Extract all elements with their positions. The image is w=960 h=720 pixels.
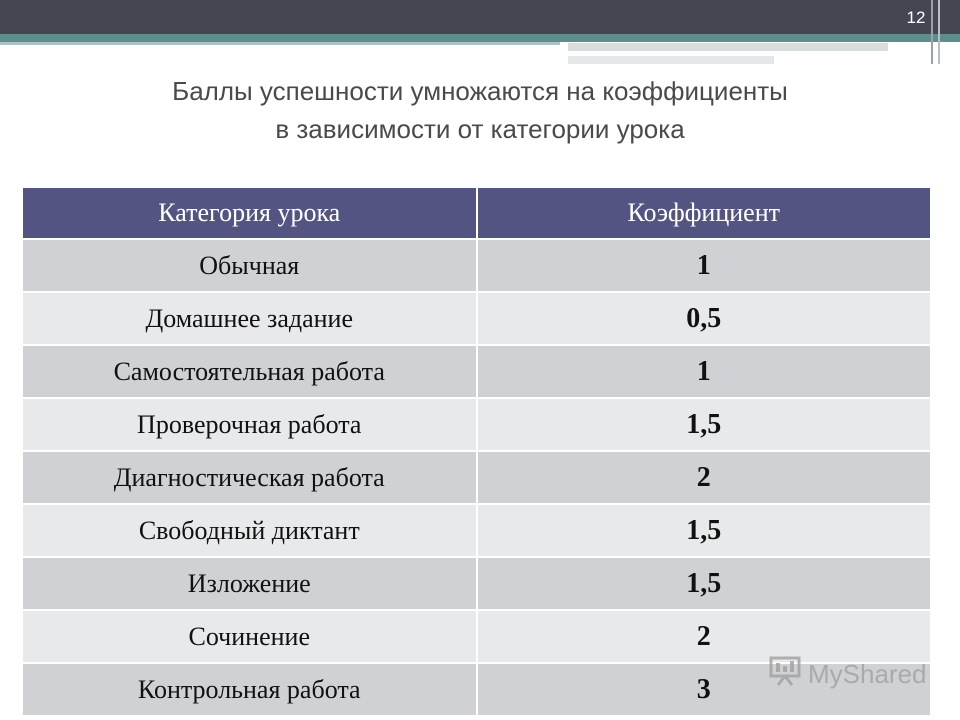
decorative-gray-bar bbox=[568, 43, 888, 51]
table-row bbox=[23, 451, 930, 504]
table-row bbox=[23, 292, 930, 345]
category-cell: Домашнее задание bbox=[23, 292, 477, 345]
column-header-coefficient: Коэффициент bbox=[477, 188, 931, 239]
table-header-row bbox=[23, 188, 930, 239]
table-row bbox=[23, 239, 930, 292]
coefficient-cell: 2 bbox=[477, 451, 931, 504]
coefficient-cell: 3 bbox=[477, 663, 931, 715]
slide-title-line-2: в зависимости от категории урока bbox=[275, 114, 685, 144]
table-row bbox=[23, 504, 930, 557]
coefficient-table bbox=[23, 188, 930, 715]
category-cell: Сочинение bbox=[23, 610, 477, 663]
coefficient-cell: 1,5 bbox=[477, 398, 931, 451]
watermark-text: MyShared bbox=[808, 658, 927, 689]
table-row bbox=[23, 345, 930, 398]
coefficient-cell: 2 bbox=[477, 610, 931, 663]
coefficient-cell: 1 bbox=[477, 239, 931, 292]
slide-title-line-1: Баллы успешности умножаются на коэффициенты bbox=[172, 76, 788, 106]
category-cell: Самостоятельная работа bbox=[23, 345, 477, 398]
category-cell: Проверочная работа bbox=[23, 398, 477, 451]
decorative-vertical-line-2 bbox=[938, 0, 940, 64]
category-cell: Свободный диктант bbox=[23, 504, 477, 557]
top-bar bbox=[0, 0, 960, 34]
slide-title bbox=[40, 72, 920, 148]
category-cell: Диагностическая работа bbox=[23, 451, 477, 504]
coefficient-cell: 0,5 bbox=[477, 292, 931, 345]
category-cell: Изложение bbox=[23, 557, 477, 610]
presentation-board-icon bbox=[768, 655, 802, 694]
category-cell: Обычная bbox=[23, 239, 477, 292]
coefficient-cell: 1 bbox=[477, 345, 931, 398]
table-row bbox=[23, 557, 930, 610]
teal-accent-band bbox=[0, 34, 960, 42]
decorative-gray-bar-short bbox=[568, 56, 774, 64]
column-header-category: Категория урока bbox=[23, 188, 477, 239]
coefficient-cell: 1,5 bbox=[477, 504, 931, 557]
coefficient-cell: 1,5 bbox=[477, 557, 931, 610]
table-row bbox=[23, 398, 930, 451]
slide-number: 12 bbox=[906, 8, 926, 27]
category-cell: Контрольная работа bbox=[23, 663, 477, 715]
watermark bbox=[768, 654, 927, 694]
teal-accent-thin-band bbox=[0, 42, 560, 45]
